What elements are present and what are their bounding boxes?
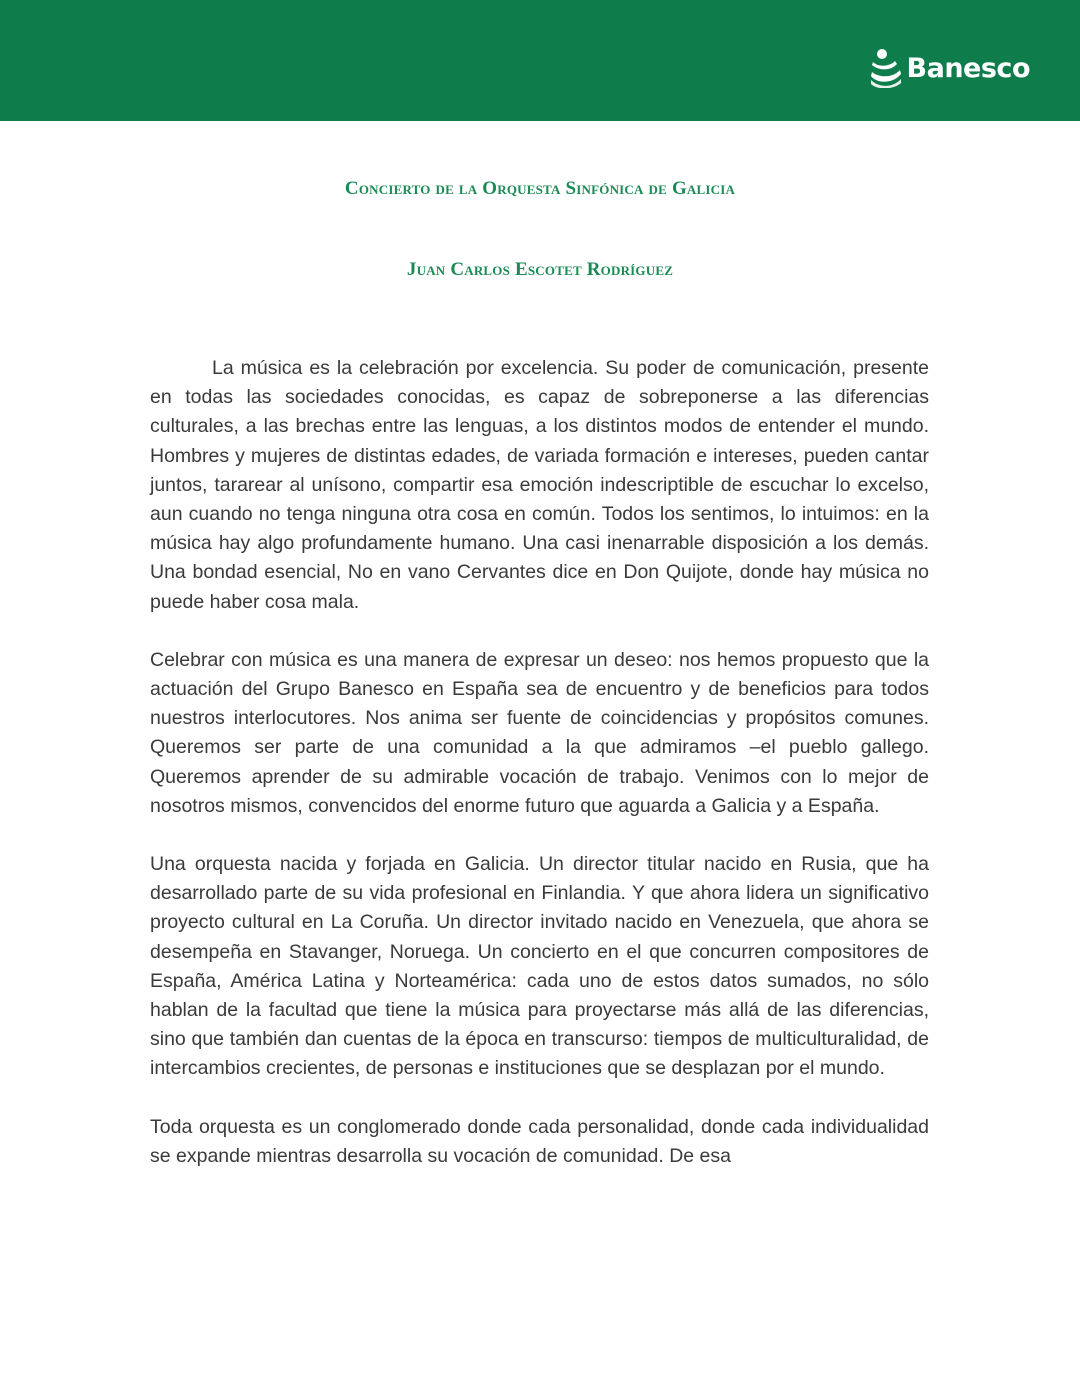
header-band (0, 0, 1080, 121)
document-author: Juan Carlos Escotet Rodríguez (406, 259, 674, 280)
banesco-figure-icon (869, 48, 903, 88)
paragraph-4: Toda orquesta es un conglomerado donde cada personalidad, donde cada individualidad se expande mientras desarrolla su vocación de comunidad. De esa (150, 1115, 929, 1167)
paragraph-2: Celebrar con música es una manera de expresar un deseo: nos hemos propuesto que la actuación del Grupo Banesco en España sea de encuentro y de beneficios para todos nuestros interlocutores. Nos anima ser fuente de coincidencias y propósitos comunes. Queremos ser parte de una comunidad a la que admiramos –el pueblo gallego. Queremos aprender de su admirable vocación de trabajo. Venimos con lo mejor de nosotros mismos, convencidos del enorme futuro que aguarda a Galicia y a España. (150, 648, 929, 817)
document-body (150, 354, 929, 1200)
paragraph-3: Una orquesta nacida y forjada en Galicia. Un director titular nacido en Rusia, que ha desarrollado parte de su vida profesional en Finlandia. Y que ahora lidera un significativo proyecto cultural en La Coruña. Un director invitado nacido en Venezuela, que ahora se desempeña en Stavanger, Noruega. Un concierto en el que concurren compositores de España, América Latina y Norteamérica: cada uno de estos datos sumados, no sólo hablan de la facultad que tiene la música para proyectarse más allá de las diferencias, sino que también dan cuentas de la época en transcurso: tiempos de multiculturalidad, de intercambios crecientes, de personas e instituciones que se desplazan por el mundo. (150, 853, 929, 1080)
document-title: Concierto de la Orquesta Sinfónica de Galicia (344, 178, 736, 199)
brand-logo (869, 48, 1030, 88)
brand-name: Banesco (906, 52, 1030, 84)
paragraph-1: La música es la celebración por excelencia. Su poder de comunicación, presente en todas las sociedades conocidas, es capaz de sobreponerse a las diferencias culturales, a las brechas entre las lenguas, a los distintos modos de entender el mundo. Hombres y mujeres de distintas edades, de variada formación e intereses, pueden cantar juntos, tararear al unísono, compartir esa emoción indescriptible de escuchar lo excelso, aun cuando no tenga ninguna otra cosa en común. Todos los sentimos, lo intuimos: en la música hay algo profundamente humano. Una casi inenarrable disposición a los demás. Una bondad esencial, No en vano Cervantes dice en Don Quijote, donde hay música no puede haber cosa mala. (150, 357, 929, 613)
